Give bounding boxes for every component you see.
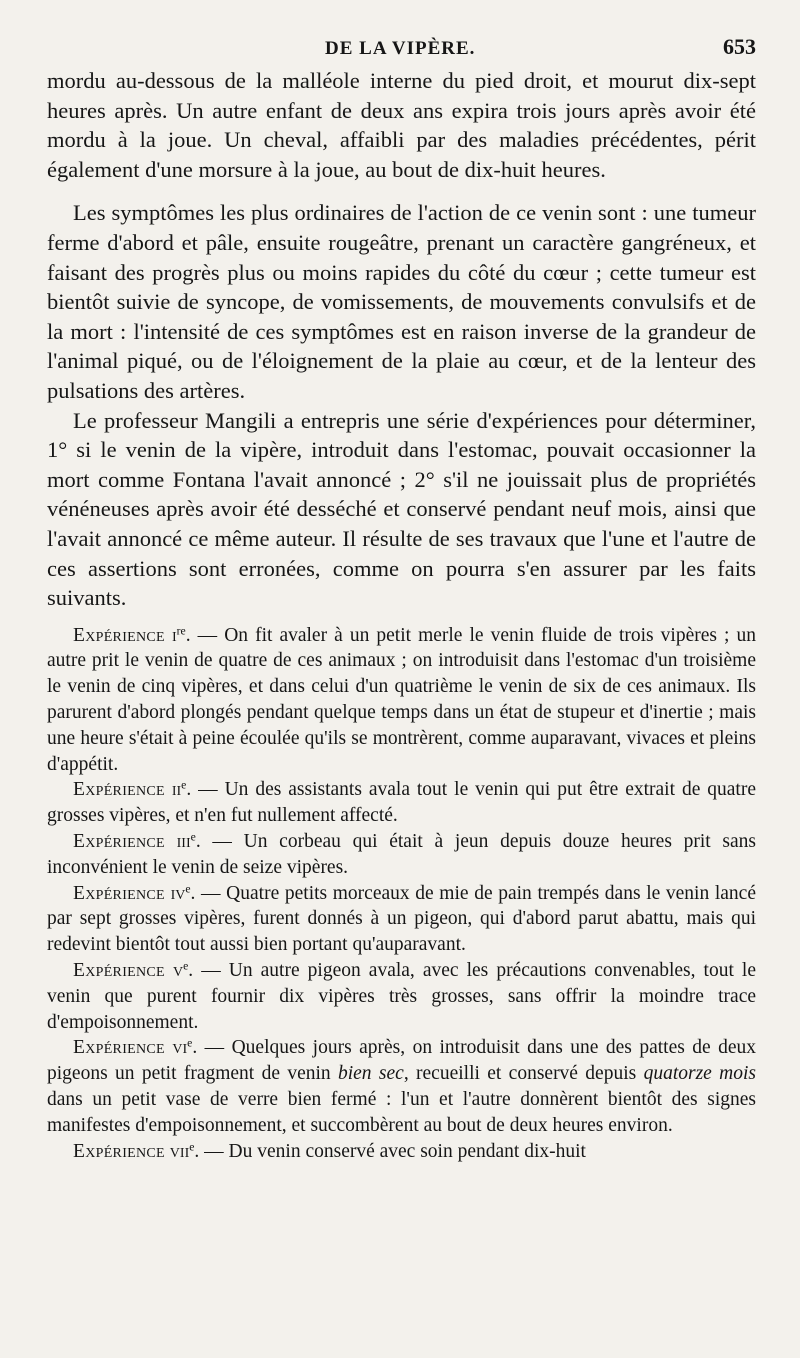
page-number: 653 xyxy=(723,34,756,59)
experience-text: . — Un corbeau qui était à jeun depuis douze heures prit sans inconvénient le venin de seize vipères. xyxy=(47,831,757,878)
experience-4 xyxy=(47,881,756,958)
experience-number: v xyxy=(172,960,184,982)
emphasis-bien-sec: bien sec xyxy=(337,1063,404,1085)
experience-label: Expérience xyxy=(73,1140,165,1162)
page-header xyxy=(47,34,756,60)
experience-text-mid: , recueilli et conservé depuis xyxy=(403,1063,644,1085)
experience-6 xyxy=(47,1035,756,1138)
experience-label: Expérience xyxy=(73,882,165,904)
experience-1 xyxy=(47,623,756,778)
experience-number: vi xyxy=(172,1037,188,1059)
experience-number: ii xyxy=(171,779,182,801)
paragraph-mangili: Le professeur Mangili a entrepris une série d'expériences pour déterminer, 1° si le venin de la vipère, introduit dans l'estomac, pouvait occasionner la mort comme Fontana l'avait annoncé ; 2° s'il ne jouissait plus de propriétés vénéneuses après avoir été desséché et conservé pendant neuf mois, ainsi que l'avait annoncé ce même auteur. Il résulte de ses travaux que l'une et l'autre de ces assertions sont erronées, comme on pourra s'en assurer par les faits suivants. xyxy=(47,407,756,611)
emphasis-quatorze-mois: quatorze mois xyxy=(643,1063,756,1085)
experience-number: vii xyxy=(169,1140,190,1162)
experience-text: . — Quatre petits morceaux de mie de pain trempés dans le venin lancé par sept grosses vipères, furent donnés à un pigeon, qui d'abord parut abattu, mais qui redevint bientôt tout aussi bien portant qu'auparavant. xyxy=(47,882,756,956)
experience-label: Expérience xyxy=(73,779,165,801)
experience-label: Expérience xyxy=(73,831,165,853)
experience-text-before: . — Quelques jours après, on introduisit dans une des pattes de deux pigeons un petit fragment de venin xyxy=(47,1037,757,1085)
experience-number: iv xyxy=(170,882,186,904)
experience-number: iii xyxy=(176,831,191,853)
intro-paragraph: mordu au-dessous de la malléole interne du pied droit, et mourut dix-sept heures après. Un autre enfant de deux ans expira trois jours après avoir été mordu à la joue. Un cheval, affaibli par des maladies précédentes, périt également d'une morsure à la joue, au bout de dix-huit heures. xyxy=(47,68,756,182)
experience-ordinal: re xyxy=(176,624,186,638)
experience-text: . — Du venin conservé avec soin pendant dix-huit xyxy=(194,1140,586,1162)
experience-number: i xyxy=(171,624,177,646)
experience-text: . — Un des assistants avala tout le venin qui put être extrait de quatre grosses vipères, et n'en fut nullement affecté. xyxy=(47,779,756,827)
experience-label: Expérience xyxy=(73,1037,165,1059)
experience-label: Expérience xyxy=(73,624,165,646)
experience-5 xyxy=(47,958,756,1035)
experience-ordinal: e xyxy=(181,779,187,793)
experience-label: Expérience xyxy=(73,960,165,982)
experience-text: . — Un autre pigeon avala, avec les précautions convenables, tout le venin que purent fournir dix vipères très grosses, sans offrir la moindre trace d'empoisonnement. xyxy=(47,960,757,1033)
experience-text: . — On fit avaler à un petit merle le venin fluide de trois vipères ; un autre prit le venin de quatre de ces animaux ; on introduisit dans l'estomac d'un troisième le venin de cinq vipères, et dans celui d'un quatrième le venin de six de ces animaux. Ils parurent d'abord plongés pendant quelque temps dans un état de stupeur et d'inertie ; mais une heure s'était à peine écoulée qu'ils se montrèrent, comme auparavant, vivaces et pleins d'appétit. xyxy=(47,624,757,775)
experience-ordinal: e xyxy=(183,959,189,973)
experience-3 xyxy=(47,829,756,881)
experience-ordinal: e xyxy=(187,1037,193,1051)
experience-2 xyxy=(47,777,756,829)
paragraph-symptoms: Les symptômes les plus ordinaires de l'action de ce venin sont : une tumeur ferme d'abord et pâle, ensuite rougeâtre, prenant un caractère gangréneux, et faisant des progrès plus ou moins rapides du côté du cœur ; cette tumeur est bientôt suivie de syncope, de vomissements, de mouvements convulsifs et de la mort : l'intensité de ces symptômes est en raison inverse de la grandeur de l'animal piqué, ou de l'éloignement de la plaie au cœur, et de la lenteur des pulsations des artères. xyxy=(47,200,756,403)
experience-ordinal: e xyxy=(189,1140,195,1154)
running-title: DE LA VIPÈRE. xyxy=(325,38,476,59)
experience-ordinal: e xyxy=(190,830,196,844)
experience-7 xyxy=(47,1139,756,1165)
experience-ordinal: e xyxy=(185,882,191,896)
experience-text-after: dans un petit vase de verre bien fermé : l'un et l'autre donnèrent bientôt des signes manifestes d'empoisonnement, et succombèrent au bout de deux heures environ. xyxy=(47,1089,756,1136)
